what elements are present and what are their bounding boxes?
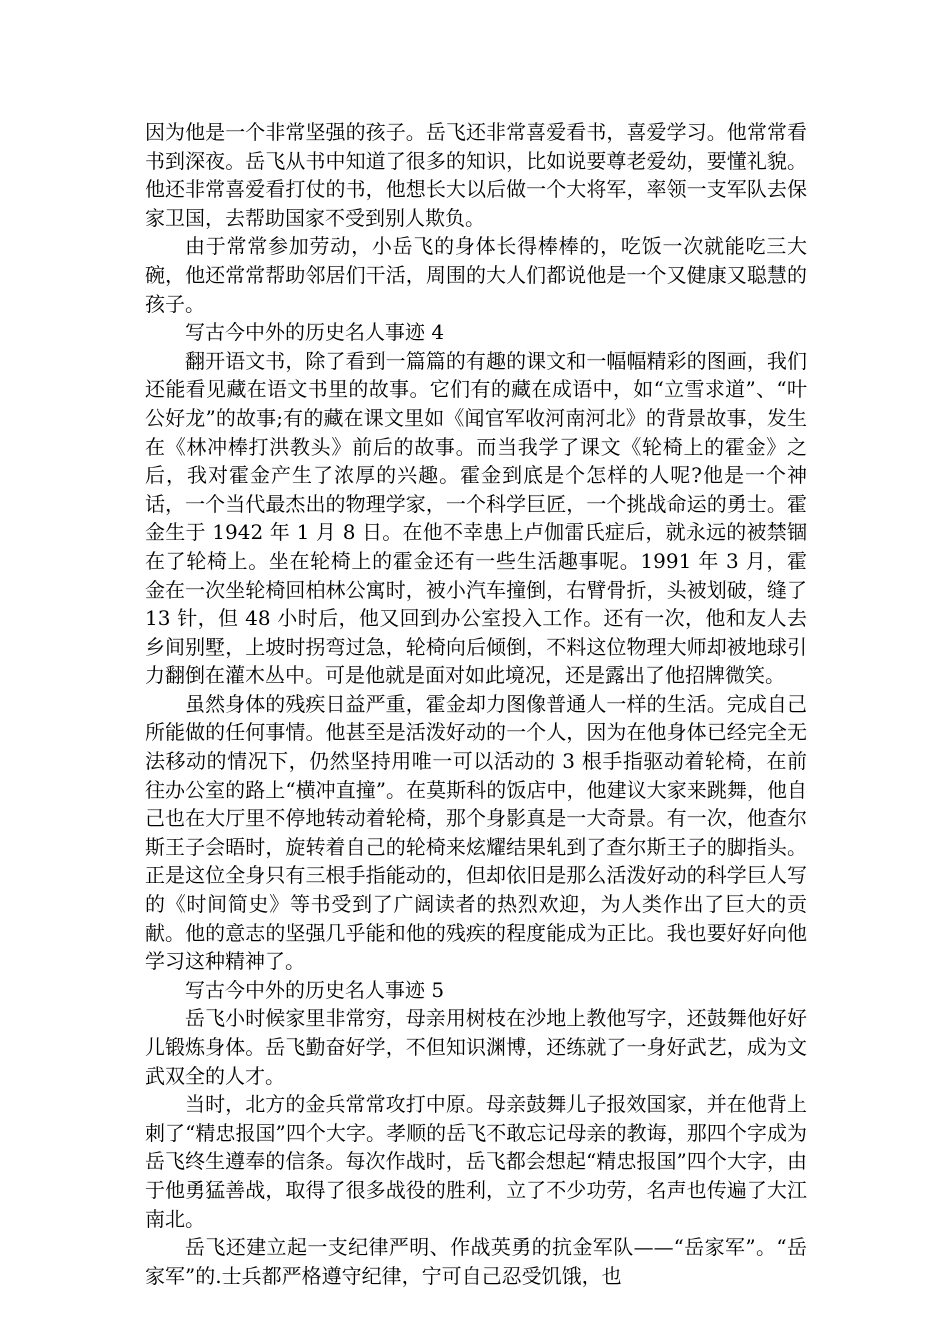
body-paragraph: 由于常常参加劳动，小岳飞的身体长得棒棒的，吃饭一次就能吃三大碗，他还常常帮助邻居们干活，周围的大人们都说他是一个又健康又聪慧的孩子。 bbox=[145, 234, 807, 316]
body-paragraph: 因为他是一个非常坚强的孩子。岳飞还非常喜爱看书，喜爱学习。他常常看书到深夜。岳飞从书中知道了很多的知识，比如说要尊老爱幼，要懂礼貌。他还非常喜爱看打仗的书，他想长大以后做一个大将军，率领一支军队去保家卫国，去帮助国家不受到别人欺负。 bbox=[145, 120, 807, 230]
body-paragraph: 岳飞小时候家里非常穷，母亲用树枝在沙地上教他写字，还鼓舞他好好儿锻炼身体。岳飞勤奋好学，不但知识渊博，还练就了一身好武艺，成为文武双全的人才。 bbox=[145, 1006, 807, 1088]
section-heading: 写古今中外的历史名人事迹 5 bbox=[185, 977, 445, 1002]
section-heading: 写古今中外的历史名人事迹 4 bbox=[185, 320, 445, 345]
document-page bbox=[145, 118, 807, 1290]
body-paragraph: 岳飞还建立起一支纪律严明、作战英勇的抗金军队——“岳家军”。“岳家军”的.士兵都严格遵守纪律，宁可自己忍受饥饿，也 bbox=[145, 1235, 807, 1288]
body-paragraph: 虽然身体的残疾日益严重，霍金却力图像普通人一样的生活。完成自己所能做的任何事情。他甚至是活泼好动的一个人，因为在他身体已经完全无法移动的情况下，仍然坚持用唯一可以活动的 3 根手指驱动着轮椅，在前往办公室的路上“横冲直撞”。在莫斯科的饭店中，他建议大家来跳舞，他自己也在大厅里不停地转动着轮椅，那个身影真是一大奇景。有一次，他查尔斯王子会晤时，旋转着自己的轮椅来炫耀结果轧到了查尔斯王子的脚指头。正是这位全身只有三根手指能动的，但却依旧是那么活泼好动的科学巨人写的《时间简史》等书受到了广阔读者的热烈欢迎，为人类作出了巨大的贡献。他的意志的坚强几乎能和他的残疾的程度能成为正比。我也要好好向他学习这种精神了。 bbox=[145, 691, 807, 974]
body-paragraph: 翻开语文书，除了看到一篇篇的有趣的课文和一幅幅精彩的图画，我们还能看见藏在语文书里的故事。它们有的藏在成语中，如“立雪求道”、“叶公好龙”的故事;有的藏在课文里如《闻官军收河南河北》的背景故事，发生在《林冲棒打洪教头》前后的故事。而当我学了课文《轮椅上的霍金》之后，我对霍金产生了浓厚的兴趣。霍金到底是个怎样的人呢?他是一个神话，一个当代最杰出的物理学家，一个科学巨匠，一个挑战命运的勇士。霍金生于 1942 年 1 月 8 日。在他不幸患上卢伽雷氏症后，就永远的被禁锢在了轮椅上。坐在轮椅上的霍金还有一些生活趣事呢。1991 年 3 月，霍金在一次坐轮椅回柏林公寓时，被小汽车撞倒，右臂骨折，头被划破，缝了 13 针，但 48 小时后，他又回到办公室投入工作。还有一次，他和友人去乡间别墅，上坡时拐弯过急，轮椅向后倾倒，不料这位物理大师却被地球引力翻倒在灌木丛中。可是他就是面对如此境况，还是露出了他招牌微笑。 bbox=[145, 348, 807, 688]
body-paragraph: 当时，北方的金兵常常攻打中原。母亲鼓舞儿子报效国家，并在他背上刺了“精忠报国”四个大字。孝顺的岳飞不敢忘记母亲的教诲，那四个字成为岳飞终生遵奉的信条。每次作战时，岳飞都会想起“精忠报国”四个大字，由于他勇猛善战，取得了很多战役的胜利，立了不少功劳，名声也传遍了大江南北。 bbox=[145, 1092, 807, 1231]
